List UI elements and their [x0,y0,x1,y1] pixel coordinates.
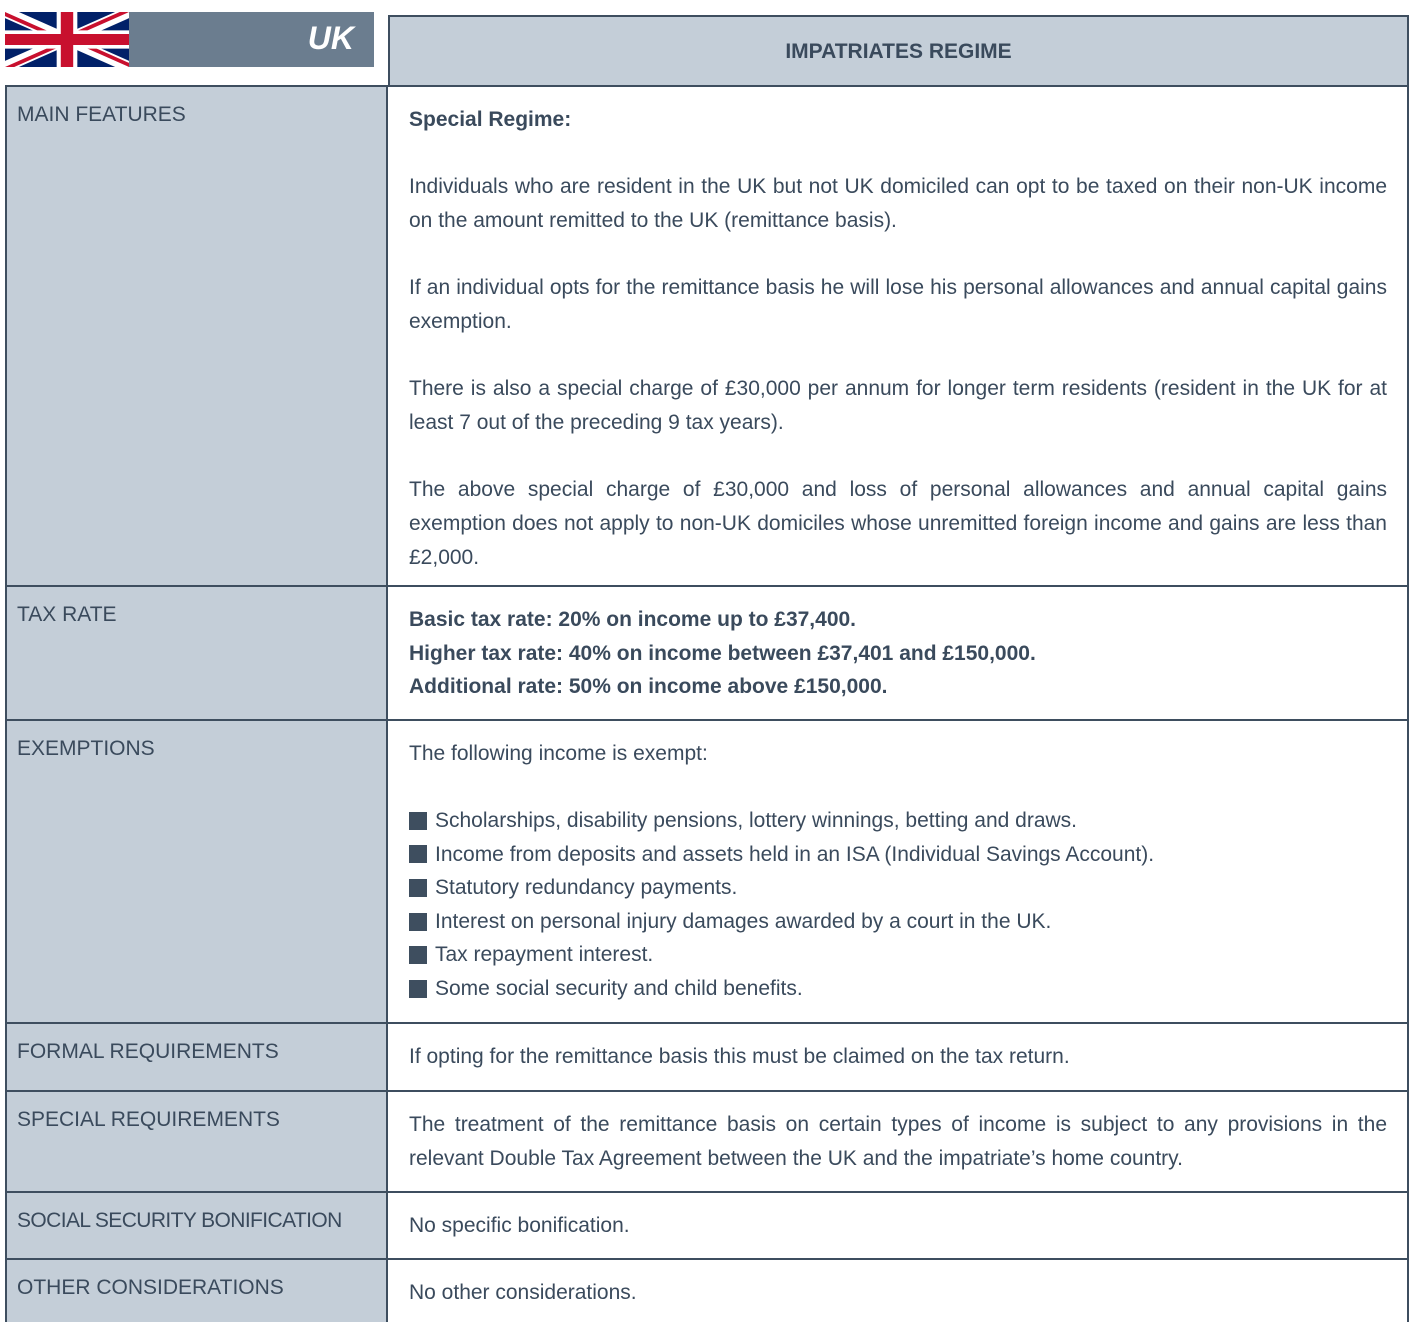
row-content: No other considerations. [388,1260,1409,1322]
exemptions-list [409,804,1387,1006]
row-content: If opting for the remittance basis this must be claimed on the tax return. [388,1024,1409,1090]
row-label: SPECIAL REQUIREMENTS [5,1092,388,1191]
bullet-square-icon [409,812,427,830]
row-content [388,587,1409,719]
country-name: UK [307,20,354,56]
paragraph: If an individual opts for the remittance basis he will lose his personal allowances and annual capital gains exemption. [409,276,1387,333]
tax-rate-line: Higher tax rate: 40% on income between £37,401 and £150,000. [409,641,1036,665]
row-label: MAIN FEATURES [5,87,388,585]
list-item: Income from deposits and assets held in an ISA (Individual Savings Account). [409,838,1387,872]
row-label: SOCIAL SECURITY BONIFICATION [5,1193,388,1258]
row-content [388,87,1409,585]
bullet-square-icon [409,845,427,863]
row-content: No specific bonification. [388,1193,1409,1258]
list-item: Interest on personal injury damages awarded by a court in the UK. [409,905,1387,939]
uk-flag-icon [5,12,129,67]
list-item: Tax repayment interest. [409,938,1387,972]
bullet-square-icon [409,879,427,897]
row-tax-rate [5,587,1409,721]
row-other-considerations [5,1260,1409,1322]
list-item: Some social security and child benefits. [409,972,1387,1006]
row-label: FORMAL REQUIREMENTS [5,1024,388,1090]
paragraph: The above special charge of £30,000 and loss of personal allowances and annual capital gains exemption does not apply to non-UK domiciles whose unremitted foreign income and gains are less than £2,000. [409,478,1387,569]
regime-table [5,85,1409,1322]
row-social-security [5,1193,1409,1260]
tax-rate-line: Basic tax rate: 20% on income up to £37,400. [409,608,857,631]
table-header [388,15,1409,85]
row-label: OTHER CONSIDERATIONS [5,1260,388,1322]
row-formal-requirements [5,1024,1409,1092]
bullet-square-icon [409,913,427,931]
row-main-features [5,87,1409,587]
bullet-square-icon [409,946,427,964]
row-label: TAX RATE [5,587,388,719]
paragraph: Individuals who are resident in the UK but not UK domiciled can opt to be taxed on their non-UK income on the amount remitted to the UK (remittance basis). [409,175,1387,232]
row-label: EXEMPTIONS [5,721,388,1022]
paragraph: There is also a special charge of £30,000 per annum for longer term residents (resident in the UK for at least 7 out of the preceding 9 tax years). [409,377,1387,434]
row-special-requirements [5,1092,1409,1193]
bullet-square-icon [409,980,427,998]
list-item: Scholarships, disability pensions, lottery winnings, betting and draws. [409,804,1387,838]
list-item: Statutory redundancy payments. [409,871,1387,905]
tax-rate-line: Additional rate: 50% on income above £150,000. [409,675,888,698]
row-content [388,721,1409,1022]
country-header [5,12,374,67]
regime-title: IMPATRIATES REGIME [785,40,1012,63]
row-exemptions [5,721,1409,1024]
exemptions-intro: The following income is exempt: [409,742,708,765]
row-content: The treatment of the remittance basis on certain types of income is subject to any provisions in the relevant Double Tax Agreement between the UK and the impatriate’s home country. [388,1092,1409,1191]
special-regime-heading: Special Regime: [409,108,572,131]
